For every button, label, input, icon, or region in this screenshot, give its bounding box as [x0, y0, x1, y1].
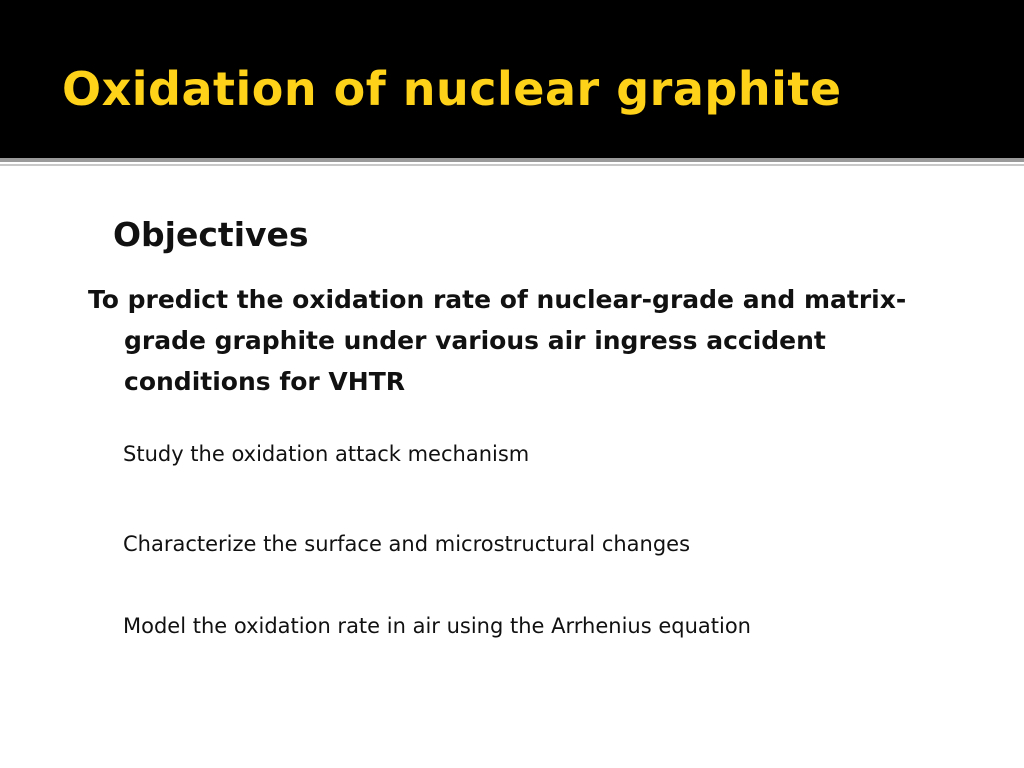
section-heading: Objectives — [113, 215, 309, 254]
sub-objective-mechanism: Study the oxidation attack mechanism — [123, 442, 530, 466]
title-bar — [0, 0, 1024, 158]
objective-line-3: conditions for VHTR — [124, 367, 405, 396]
sub-objective-model: Model the oxidation rate in air using the Arrhenius equation — [123, 614, 751, 638]
header-divider — [0, 158, 1024, 162]
objective-line-2: grade graphite under various air ingress accident — [124, 326, 826, 355]
header-divider-secondary — [0, 164, 1024, 166]
objective-statement — [88, 279, 948, 402]
objective-line-1: To predict the oxidation rate of nuclear-grade and matrix- — [88, 285, 907, 314]
sub-objective-characterization: Characterize the surface and microstructural changes — [123, 532, 691, 556]
slide-title: Oxidation of nuclear graphite — [62, 62, 842, 116]
